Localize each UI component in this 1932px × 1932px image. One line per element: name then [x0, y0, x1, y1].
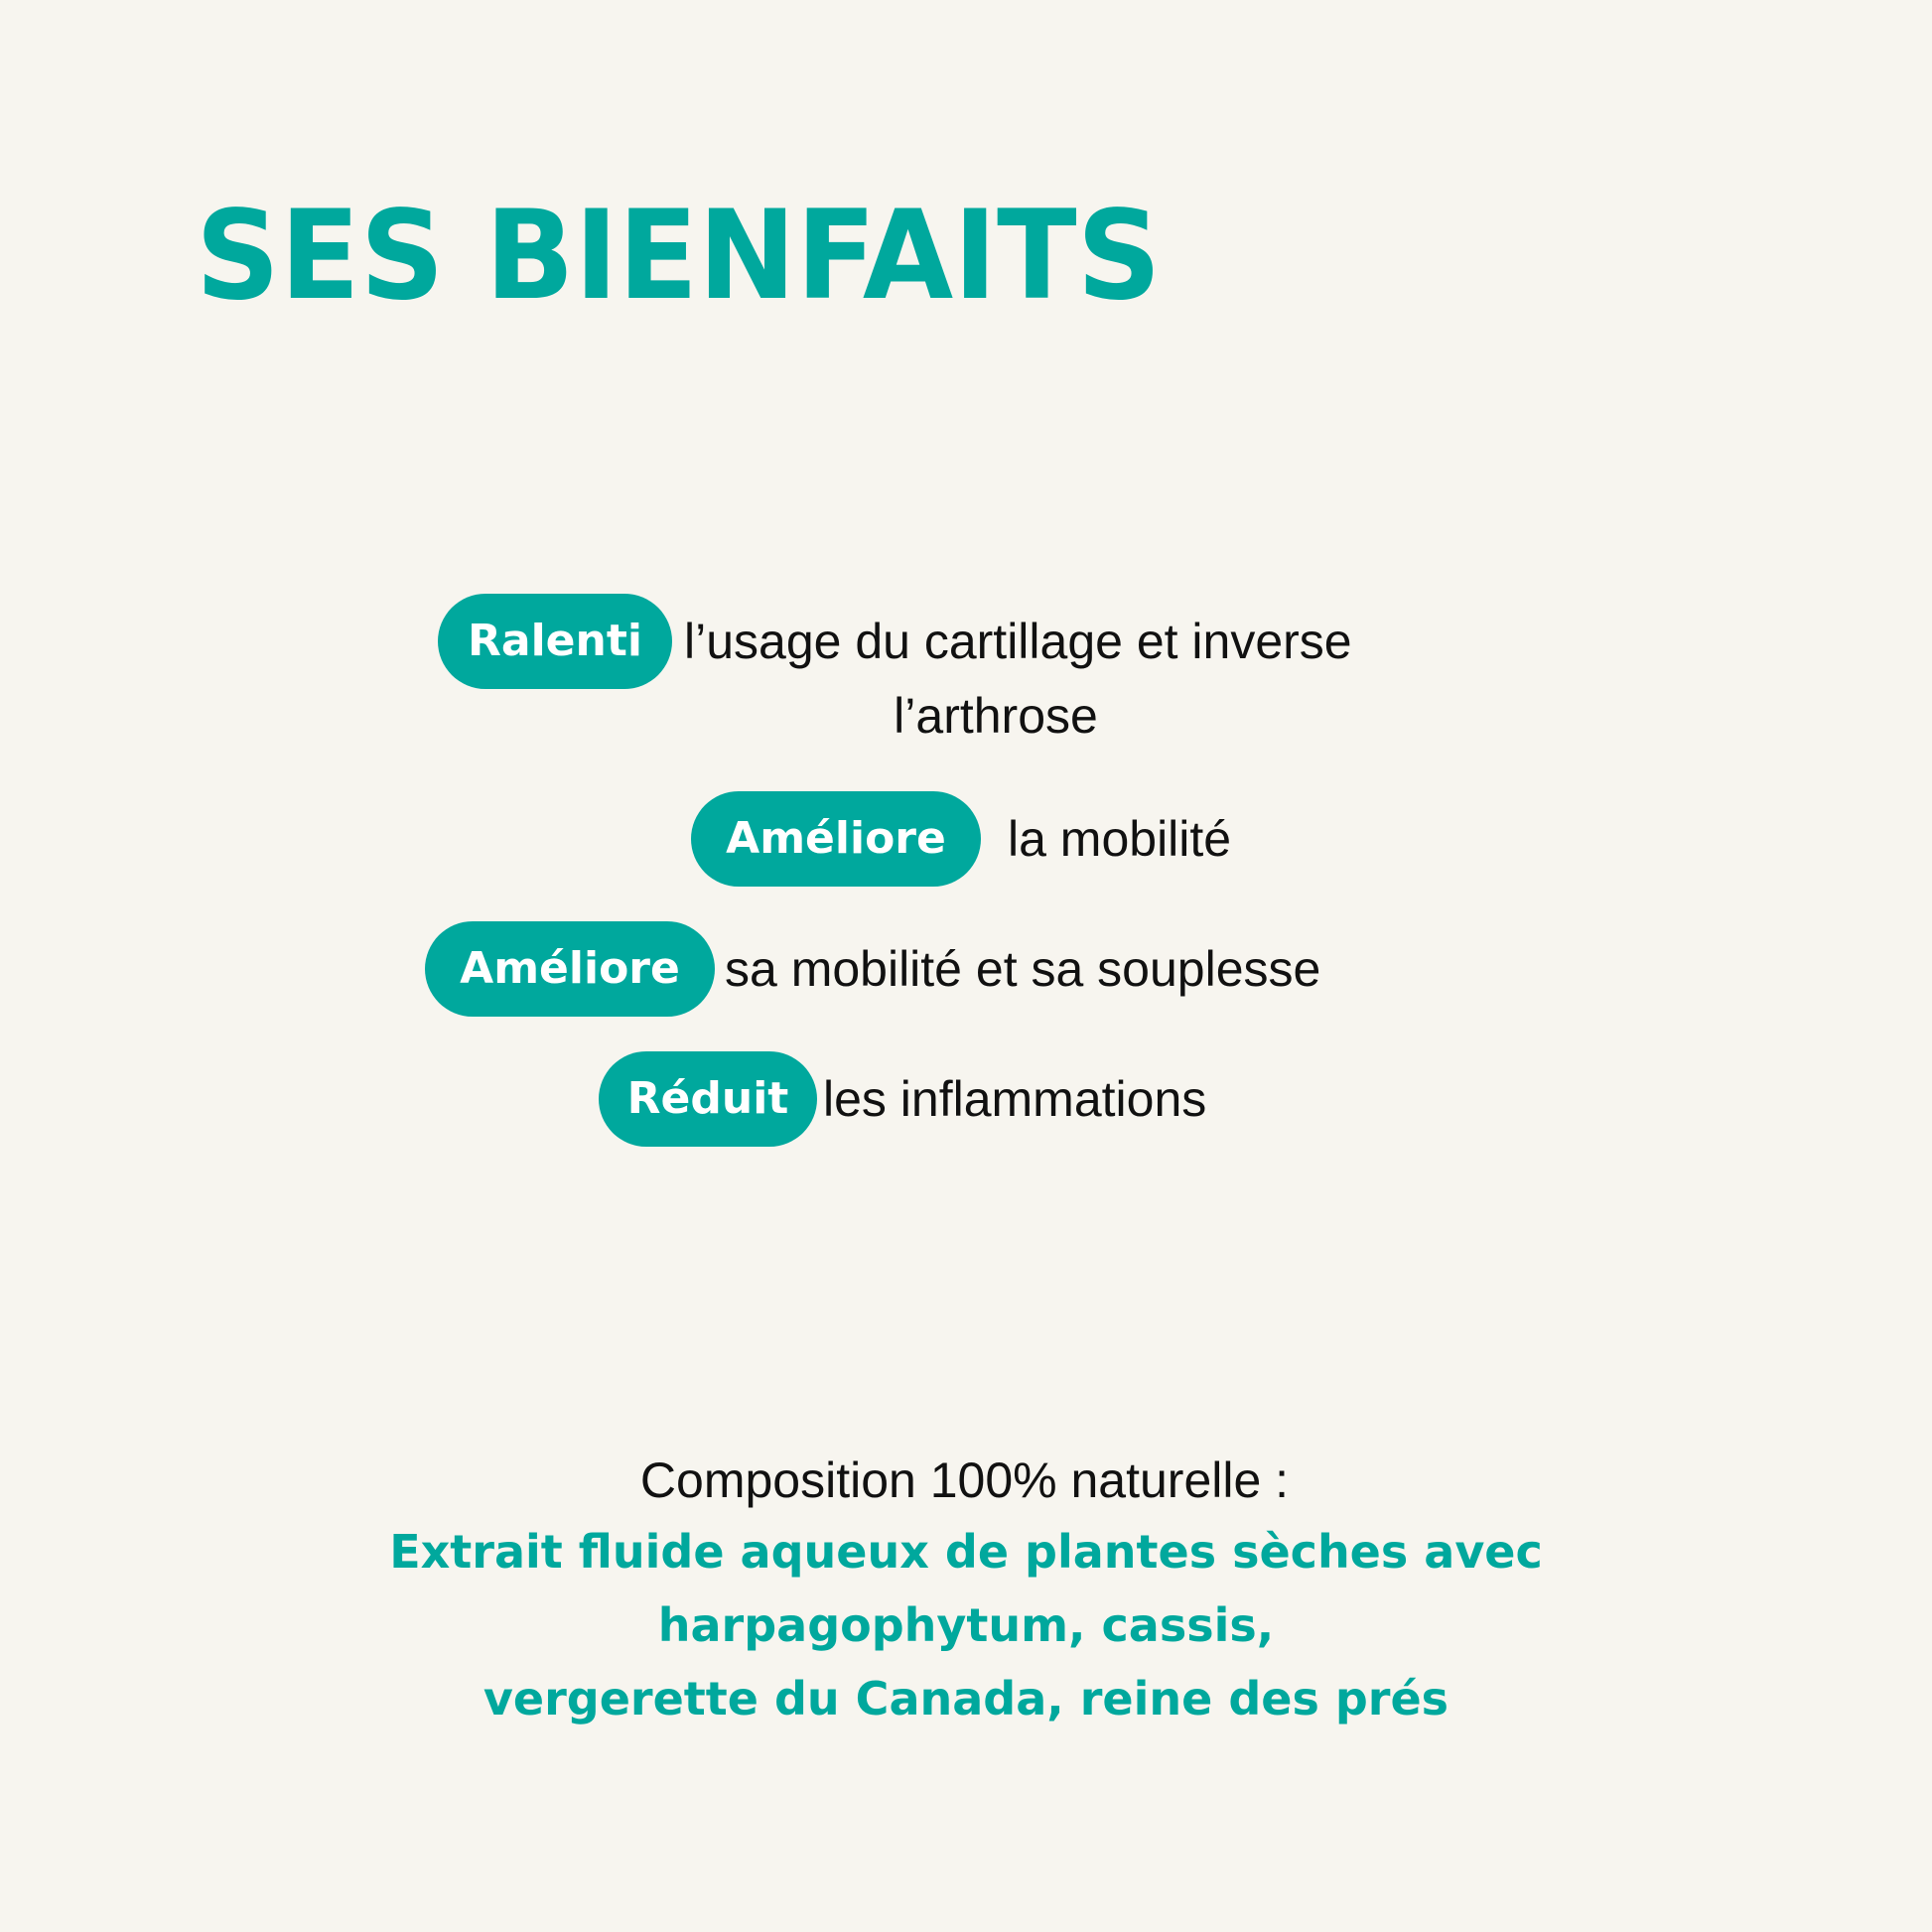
composition-ingredients — [0, 1598, 1932, 1652]
benefit-item — [425, 921, 1320, 1017]
composition-label: Composition 100% naturelle : — [639, 1452, 1290, 1508]
composition-line: Extrait fluide aqueux de plantes sèches avec — [389, 1525, 1543, 1579]
composition-block — [0, 1452, 1932, 1508]
benefit-highlight-pill: Réduit — [599, 1051, 817, 1147]
composition-line: vergerette du Canada, reine des prés — [483, 1672, 1449, 1725]
benefit-item — [438, 594, 1352, 689]
benefit-highlight-pill: Améliore — [691, 791, 981, 887]
benefit-highlight-pill: Améliore — [425, 921, 715, 1017]
page-title: SES BIENFAITS — [196, 183, 1162, 328]
benefit-item — [599, 1051, 1206, 1147]
composition-ingredients — [0, 1672, 1932, 1725]
benefit-text: l’usage du cartillage et inverse — [684, 614, 1352, 669]
benefit-text-continuation: l’arthrose — [894, 688, 1098, 744]
benefit-text: la mobilité — [1008, 811, 1232, 867]
benefit-item — [691, 791, 1231, 887]
composition-line: harpagophytum, cassis, — [657, 1598, 1275, 1652]
composition-ingredients — [0, 1525, 1932, 1579]
benefit-text: les inflammations — [823, 1071, 1207, 1127]
benefit-text: sa mobilité et sa souplesse — [725, 941, 1321, 997]
benefit-highlight-pill: Ralenti — [438, 594, 672, 689]
